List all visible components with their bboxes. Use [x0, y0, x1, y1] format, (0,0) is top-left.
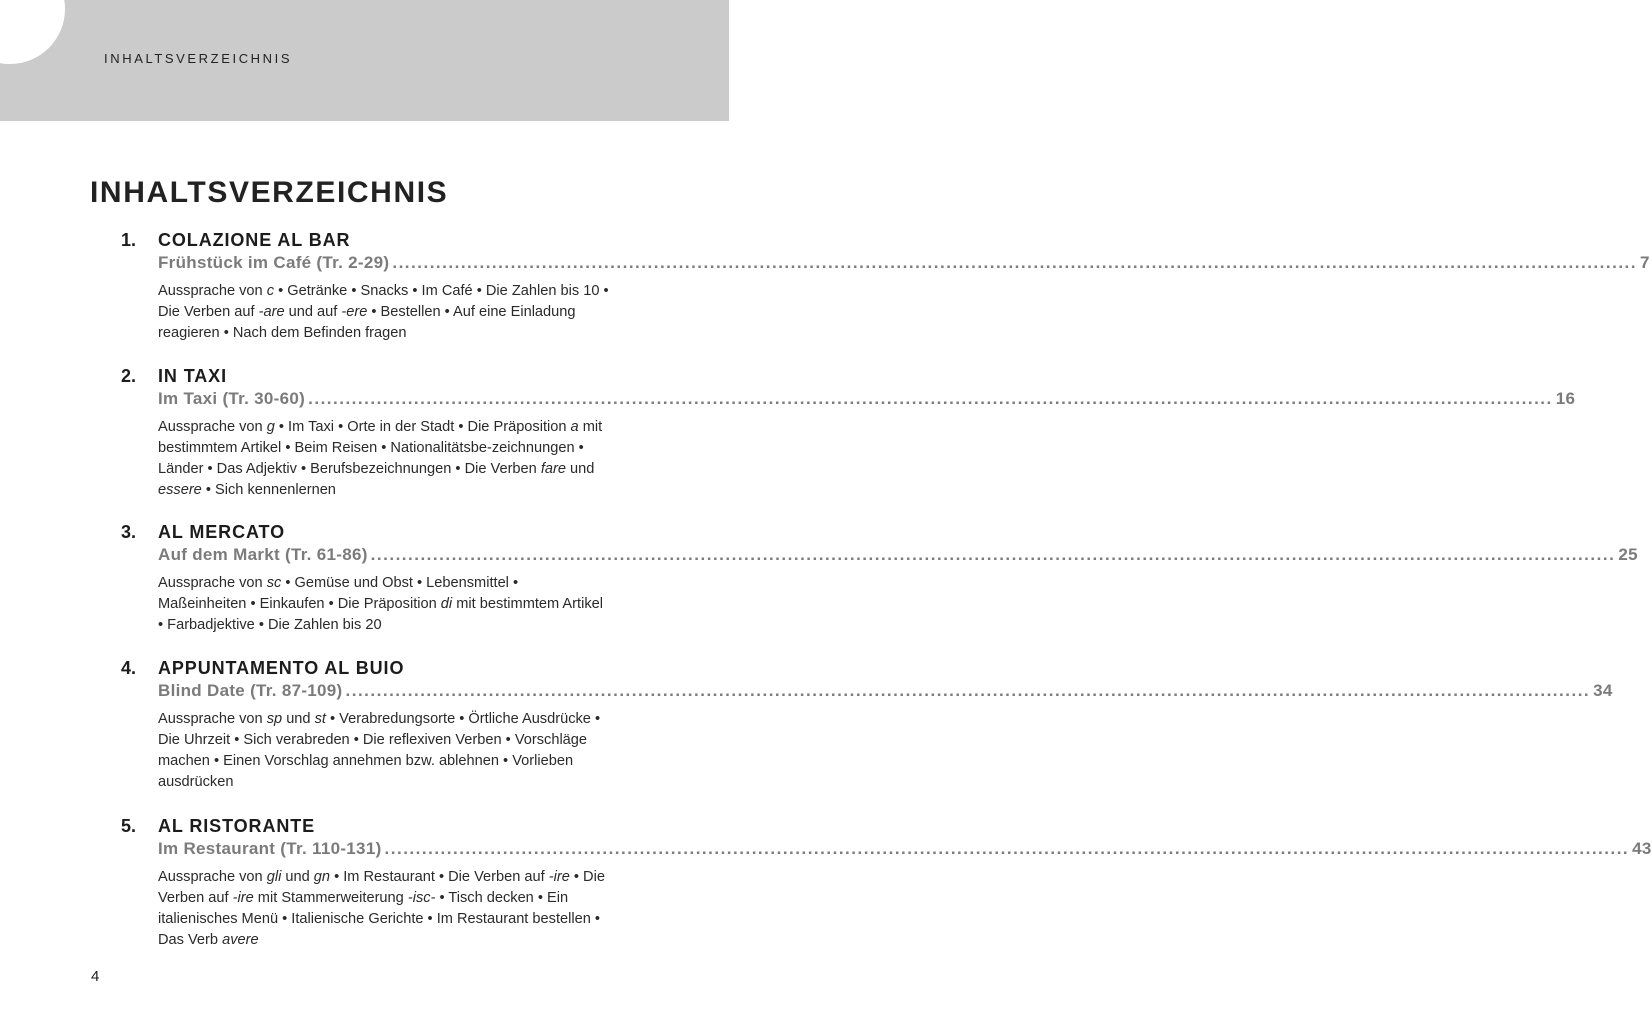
- italic-term: fare: [540, 461, 566, 477]
- entry-subtitle: Blind Date (Tr. 87-109): [158, 681, 343, 700]
- entry-number: 5.: [121, 816, 137, 836]
- italic-term: -ire: [232, 890, 254, 906]
- italic-term: gn: [313, 869, 331, 885]
- entry-subline: [158, 253, 1650, 273]
- dot-leader: ........................................................................................................................................................................................................: [345, 681, 1591, 700]
- entry-subline: [158, 545, 1638, 565]
- entry-number: 2.: [121, 366, 137, 386]
- italic-term: g: [266, 419, 275, 435]
- dot-leader: ........................................................................................................................................................................................................: [384, 839, 1630, 858]
- entry-description: Aussprache von gli und gn • Im Restaurant • Die Verben auf -ire • Die Verben auf -ire mit Stammerweiterung -isc- • Tisch decken • Ein italienisches Menü • Italienische Gerichte • Im Restaurant bestellen • Das Verb avere: [158, 869, 605, 948]
- entry-number: 3.: [121, 522, 137, 542]
- entry-subtitle: Im Restaurant (Tr. 110-131): [158, 839, 382, 858]
- entry-subtitle: Im Taxi (Tr. 30-60): [158, 389, 306, 408]
- running-header: INHALTSVERZEICHNIS: [104, 51, 293, 66]
- dot-leader: ........................................................................................................................................................................................................: [308, 389, 1553, 408]
- entry-description: Aussprache von g • Im Taxi • Orte in der Stadt • Die Präposition a mit bestimmtem Artikel • Beim Reisen • Nationalitätsbe-zeichnungen • Länder • Das Adjektiv • Berufsbezeichnungen • Die Verben fare und essere • Sich kennenlernen: [158, 419, 603, 498]
- italic-term: -ere: [341, 304, 368, 320]
- entry-title: AL MERCATO: [158, 522, 286, 542]
- entry-description: Aussprache von sp und st • Verabredungsorte • Örtliche Ausdrücke • Die Uhrzeit • Sich verabreden • Die reflexiven Verben • Vorschläge machen • Einen Vorschlag annehmen bzw. ablehnen • Vorlieben ausdrücken: [158, 711, 601, 790]
- italic-term: sp: [266, 711, 283, 727]
- entry-title: AL RISTORANTE: [158, 816, 316, 836]
- entry-subtitle: Frühstück im Café (Tr. 2-29): [158, 253, 390, 272]
- entry-subtitle: Auf dem Markt (Tr. 61-86): [158, 545, 368, 564]
- page-number: 4: [91, 968, 100, 985]
- entry-description: Aussprache von c • Getränke • Snacks • Im Café • Die Zahlen bis 10 • Die Verben auf -are und auf -ere • Bestellen • Auf eine Einladung reagieren • Nach dem Befinden fragen: [158, 283, 609, 341]
- dot-leader: ........................................................................................................................................................................................................: [370, 545, 1616, 564]
- page-title: INHALTSVERZEICHNIS: [90, 176, 449, 209]
- entry-subline: [158, 839, 1652, 859]
- entry-subline: [158, 681, 1613, 701]
- entry-page-number: 16: [1555, 389, 1576, 408]
- entry-page-number: 7: [1640, 253, 1650, 272]
- italic-term: c: [266, 283, 275, 299]
- italic-term: -ire: [548, 869, 570, 885]
- italic-term: st: [314, 711, 326, 727]
- italic-term: -isc-: [407, 890, 436, 906]
- italic-term: di: [440, 596, 453, 612]
- entry-description: Aussprache von sc • Gemüse und Obst • Lebensmittel • Maßeinheiten • Einkaufen • Die Präposition di mit bestimmtem Artikel • Farbadjektive • Die Zahlen bis 20: [158, 575, 603, 633]
- italic-term: avere: [222, 932, 259, 948]
- header-circle-decoration: [0, 0, 65, 64]
- entry-title: IN TAXI: [158, 366, 227, 386]
- entry-page-number: 34: [1593, 681, 1613, 700]
- entry-page-number: 43: [1632, 839, 1652, 858]
- dot-leader: ........................................................................................................................................................................................................: [392, 253, 1637, 272]
- entry-number: 4.: [121, 658, 137, 678]
- italic-term: -are: [258, 304, 285, 320]
- italic-term: sc: [266, 575, 282, 591]
- entry-subline: [158, 389, 1576, 409]
- italic-term: essere: [158, 482, 202, 498]
- italic-term: a: [570, 419, 579, 435]
- header-band: [0, 0, 729, 121]
- entry-title: APPUNTAMENTO AL BUIO: [158, 658, 405, 678]
- entry-title: COLAZIONE AL BAR: [158, 230, 351, 250]
- entry-page-number: 25: [1618, 545, 1638, 564]
- entry-number: 1.: [121, 230, 137, 250]
- italic-term: gli: [266, 869, 282, 885]
